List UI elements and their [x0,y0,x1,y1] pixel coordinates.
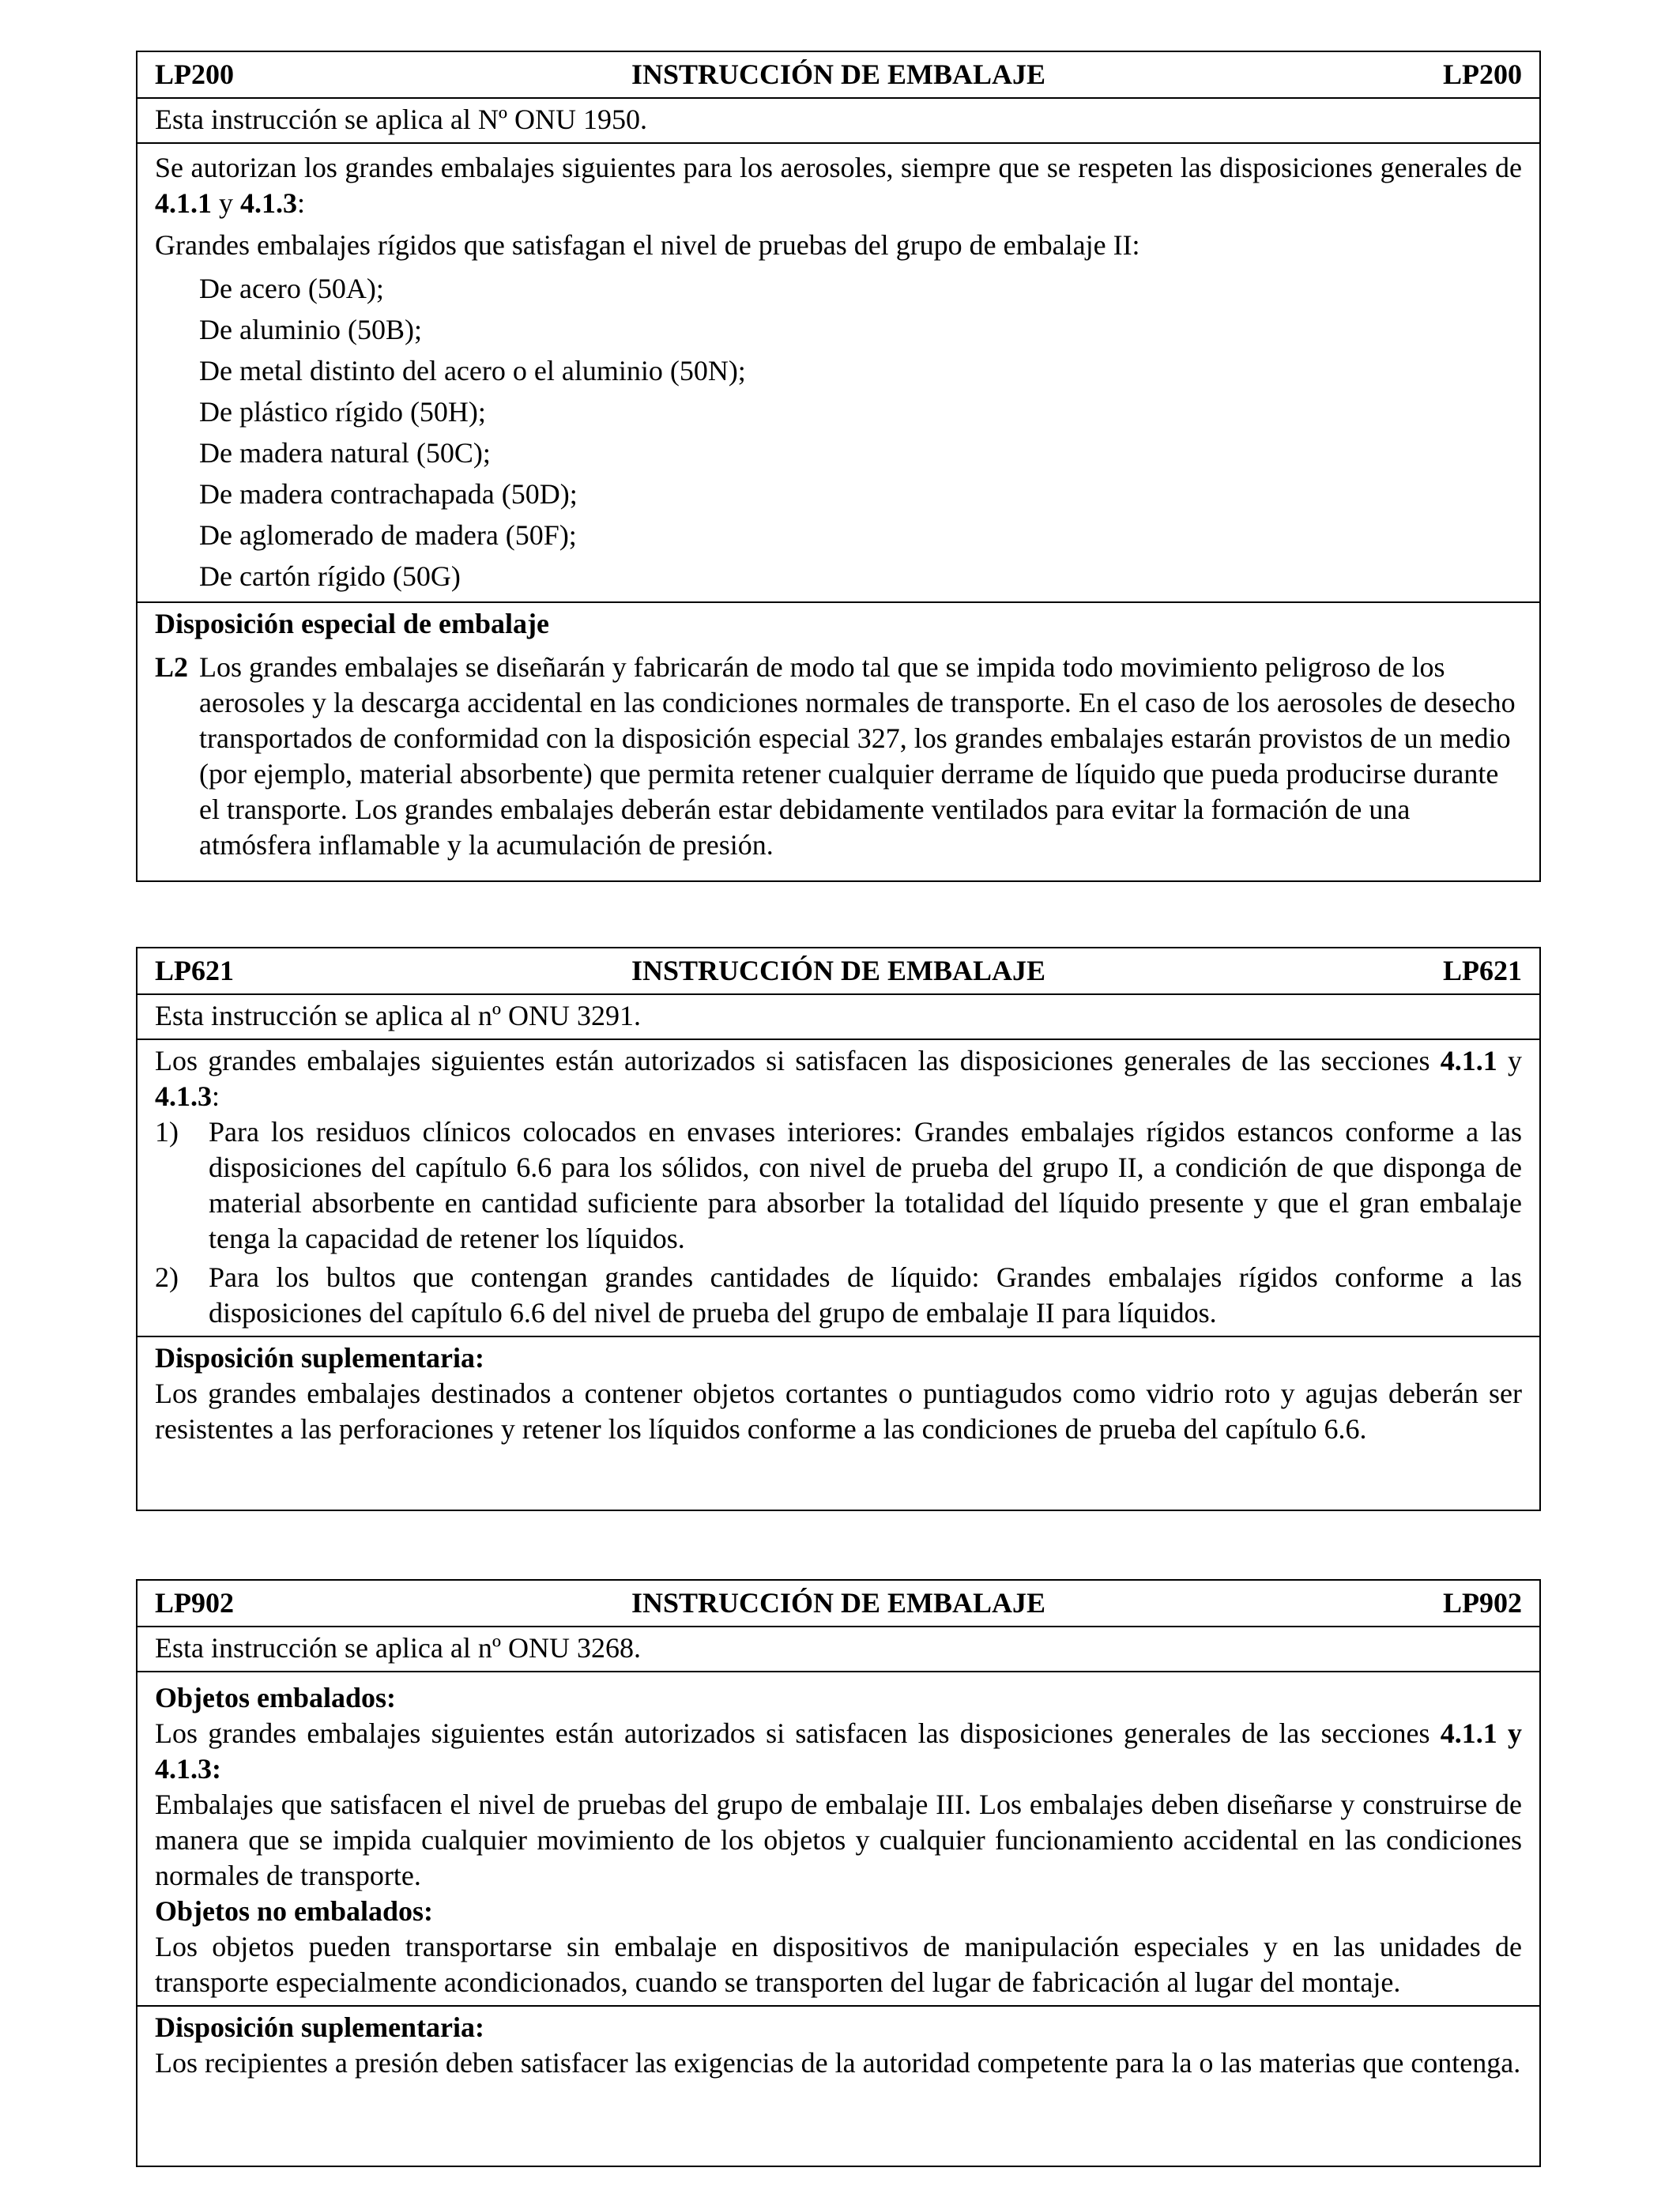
lp621-authorization-text: Los grandes embalajes siguientes están autorizados si satisfacen las disposiciones generales de las secciones 4.1.1 y 4.1.3: [155,1045,1522,1112]
lp902-supplementary-row [137,2005,1539,2086]
lp200-authorization-text: Se autorizan los grandes embalajes siguientes para los aerosoles, siempre que se respeten las disposiciones generales de 4.1.1 y 4.1.3: [155,152,1522,219]
lp902-applies-text: Esta instrucción se aplica al nº ONU 3268. [155,1632,642,1664]
lp200-material-item: De cartón rígido (50G) [199,560,461,592]
lp621-list-item [155,1260,1522,1331]
lp200-special-row [137,601,1539,868]
lp200-header-row [137,52,1539,97]
lp621-supplementary-row [137,1336,1539,1452]
lp200-special-heading: Disposición especial de embalaje [155,608,549,639]
lp621-item-text: Para los residuos clínicos colocados en envases interiores: Grandes embalajes rígidos estancos conforme a las disposiciones del capítulo 6.6 para los sólidos, con nivel de prueba del grupo II, a condición de que disponga de material absorbente en cantidad suficiente para absorber la totalidad del líquido presente y que el gran embalaje tenga la capacidad de retener los líquidos. [209,1116,1522,1254]
lp200-applies-row [137,97,1539,142]
lp902-unpacked-text: Los objetos pueden transportarse sin embalaje en dispositivos de manipulación especiales y en las unidades de transporte especialmente acondicionados, cuando se transporten del lugar de fabricación al lugar del montaje. [155,1931,1522,1998]
lp200-l2-provision [155,650,1522,863]
lp200-table [136,51,1541,882]
lp621-supplementary-heading: Disposición suplementaria: [155,1342,485,1374]
lp621-code-left: LP621 [155,955,235,986]
lp621-packagings-row [137,1039,1539,1336]
lp902-packagings-row [137,1671,1539,2005]
lp902-unpacked-heading: Objetos no embalados: [155,1895,434,1927]
lp902-header-row [137,1581,1539,1626]
lp200-material-item: De madera natural (50C); [199,437,491,469]
lp621-title: INSTRUCCIÓN DE EMBALAJE [631,955,1046,986]
lp200-rigid-intro: Grandes embalajes rígidos que satisfagan el nivel de pruebas del grupo de embalaje II: [155,229,1140,261]
lp621-item-number: 2) [155,1261,179,1293]
lp621-item-number: 1) [155,1116,179,1148]
lp200-packagings-row [137,142,1539,601]
lp902-table [136,1579,1541,2167]
lp902-authorization-text: Los grandes embalajes siguientes están autorizados si satisfacen las disposiciones generales de las secciones 4.1.1 y 4.1.3: [155,1717,1522,1785]
lp902-code-left: LP902 [155,1587,235,1619]
lp621-list-item [155,1114,1522,1257]
lp200-material-item: De metal distinto del acero o el aluminio (50N); [199,355,746,386]
lp621-supplementary-text: Los grandes embalajes destinados a contener objetos cortantes o puntiagudos como vidrio roto y agujas deberán ser resistentes a las perforaciones y retener los líquidos conforme a las condiciones de prueba del capítulo 6.6. [155,1378,1522,1445]
lp200-title: INSTRUCCIÓN DE EMBALAJE [631,58,1046,90]
lp621-item-text: Para los bultos que contengan grandes cantidades de líquido: Grandes embalajes rígidos conforme a las disposiciones del capítulo 6.6 del nivel de prueba del grupo de embalaje II para líquidos. [209,1261,1522,1329]
lp200-l2-text: Los grandes embalajes se diseñarán y fabricarán de modo tal que se impida todo movimiento peligroso de los aerosoles y la descarga accidental en las condiciones normales de transporte. En el caso de los aerosoles de desecho transportados de conformidad con la disposición especial 327, los grandes embalajes estarán provistos de un medio (por ejemplo, material absorbente) que permita retener cualquier derrame de líquido que pueda producirse durante el transporte. Los grandes embalajes deberán estar debidamente ventilados para evitar la formación de una atmósfera inflamable y la acumulación de presión. [199,651,1516,861]
lp902-applies-row [137,1626,1539,1671]
lp902-code-right: LP902 [1442,1587,1522,1619]
lp621-header-row [137,948,1539,993]
lp621-table [136,947,1541,1511]
lp200-material-item: De madera contrachapada (50D); [199,478,578,510]
lp621-applies-row [137,993,1539,1039]
lp200-material-item: De acero (50A); [199,273,384,304]
lp200-l2-code: L2 [155,651,189,683]
lp902-supplementary-heading: Disposición suplementaria: [155,2011,485,2043]
lp200-code-right: LP200 [1442,58,1522,90]
lp200-code-left: LP200 [155,58,235,90]
lp621-applies-text: Esta instrucción se aplica al nº ONU 3291. [155,1000,642,1031]
lp902-title: INSTRUCCIÓN DE EMBALAJE [631,1587,1046,1619]
lp200-material-item: De aglomerado de madera (50F); [199,519,577,551]
lp200-material-item: De plástico rígido (50H); [199,396,486,428]
lp200-applies-text: Esta instrucción se aplica al Nº ONU 1950. [155,104,648,135]
lp902-packed-text: Embalajes que satisfacen el nivel de pruebas del grupo de embalaje III. Los embalajes deben diseñarse y construirse de manera que se impida cualquier movimiento de los objetos y cualquier funcionamiento accidental en las condiciones normales de transporte. [155,1789,1522,1891]
lp902-supplementary-text: Los recipientes a presión deben satisfacer las exigencias de la autoridad competente para la o las materias que contenga. [155,2047,1521,2079]
lp902-packed-heading: Objetos embalados: [155,1682,396,1713]
lp200-material-item: De aluminio (50B); [199,314,422,345]
lp621-code-right: LP621 [1442,955,1522,986]
